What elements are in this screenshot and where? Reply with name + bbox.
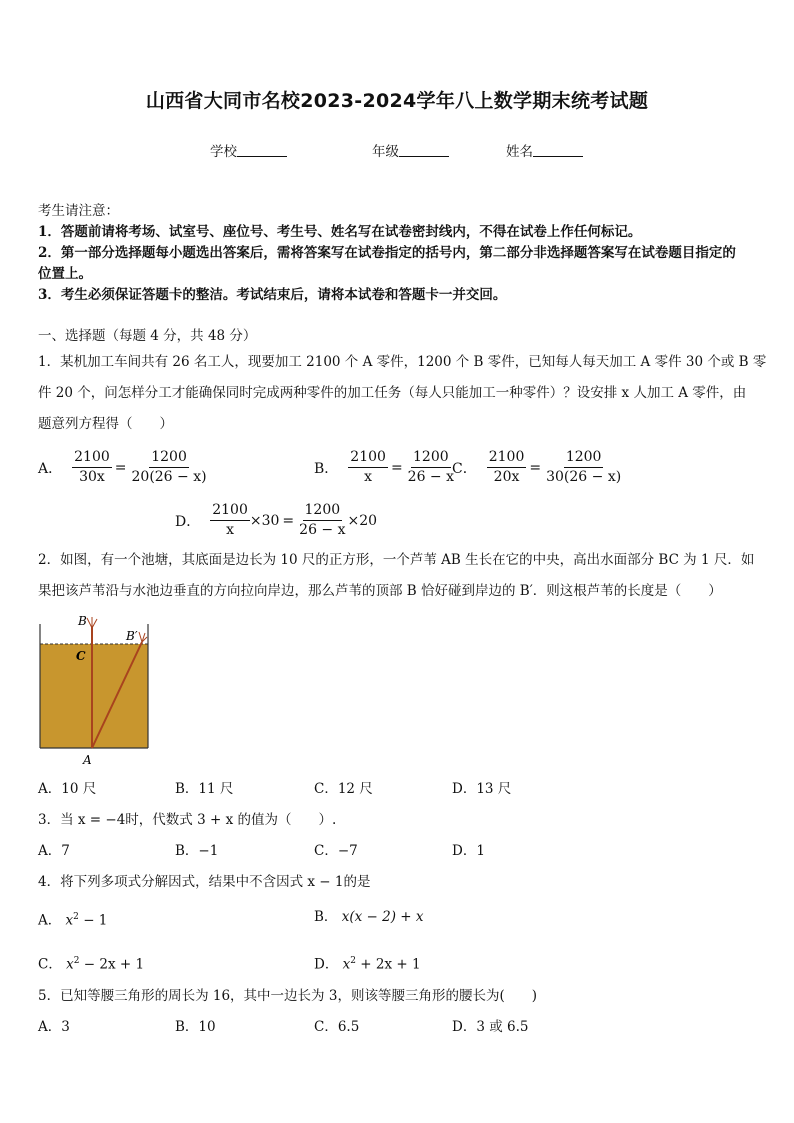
q1-line-3: 题意列方程得（ ） [38,416,173,432]
school-field [210,140,287,160]
q2-line-2: 果把该芦苇沿与水池边垂直的方向拉向岸边，那么芦苇的顶部 B 恰好碰到岸边的 B′．则这根芦苇的长度是（ ） [38,583,722,599]
notice-item-3: 3．考生必须保证答题卡的整洁。考试结束后，请将本试卷和答题卡一并交回。 [38,287,507,303]
label-c: C [76,649,86,663]
notice-item-2-cont: 位置上。 [38,266,92,282]
fraction: $\frac{1200}{20(26 - x)}$ [131,449,207,485]
reed-top-tuft-b-prime [139,632,147,642]
reed-top-tuft-b [87,617,97,628]
q1-option-c: C． $\frac{2100}{20x}$ = $\frac{1200}{30(26 - x)}$ [452,449,622,485]
fraction: $\frac{1200}{26 - x}$ [407,449,455,485]
label-a: A [83,753,92,767]
q4-option-c: C． $x^2 - 2x + 1$ [38,956,145,973]
section-heading: 一、选择题（每题 4 分，共 48 分） [38,328,257,344]
fraction: $\frac{2100}{30x}$ [74,449,110,485]
q4-option-d: D． $x^2 + 2x + 1$ [314,956,421,973]
q2-option-a: A．10 尺 [38,781,97,797]
school-blank [237,143,287,157]
q3-option-c: C．−7 [314,843,358,859]
name-field [506,140,583,160]
fraction: $\frac{2100}{x}$ [350,449,386,485]
q4-option-a: A． $x^2 - 1$ [38,912,108,929]
q5-option-b: B．10 [175,1019,216,1035]
q1-line-1: 1．某机加工车间共有 26 名工人，现要加工 2100 个 A 零件，1200 个 B 零件，已知每人每天加工 A 零件 30 个或 B 零 [38,354,767,370]
name-label: 姓名 [506,144,533,160]
q4-line: 4．将下列多项式分解因式，结果中不含因式 x − 1的是 [38,874,371,890]
q2-line-1: 2．如图，有一个池塘，其底面是边长为 10 尺的正方形，一个芦苇 AB 生长在它的中央，高出水面部分 BC 为 1 尺．如 [38,552,755,568]
fraction: $\frac{2100}{x}$ [212,502,248,538]
exam-title: 山西省大同市名校2023-2024学年八上数学期末统考试题 [145,90,649,112]
q5-option-d: D．3 或 6.5 [452,1019,529,1035]
notice-item-1: 1．答题前请将考场、试室号、座位号、考生号、姓名写在试卷密封线内，不得在试卷上作任何标记。 [38,224,642,240]
label-b: B [78,614,87,628]
q2-option-c: C．12 尺 [314,781,373,797]
grade-field [372,140,449,160]
q5-line: 5．已知等腰三角形的周长为 16，其中一边长为 3，则该等腰三角形的腰长为( ) [38,988,537,1004]
q3-option-d: D．1 [452,843,485,859]
q1-option-a: A． $\frac{2100}{30x}$ = $\frac{1200}{20(26 - x)}$ [38,449,207,485]
pond-water [40,644,148,748]
q1-option-b: B． $\frac{2100}{x}$ = $\frac{1200}{26 - x}$ [314,449,455,485]
fraction: $\frac{1200}{26 - x}$ [299,502,346,538]
q1-line-2: 件 20 个，问怎样分工才能确保同时完成两种零件的加工任务（每人只能加工一种零件）？设安排 x 人加工 A 零件，由 [38,385,747,401]
label-b-prime: B′ [126,629,138,643]
name-blank [533,143,583,157]
notice-heading: 考生请注意： [38,203,119,219]
fraction: $\frac{1200}{30(26 - x)}$ [546,449,622,485]
q2-option-d: D．13 尺 [452,781,512,797]
q2-option-b: B．11 尺 [175,781,234,797]
pond-reed-figure [36,614,156,770]
grade-blank [399,143,449,157]
notice-item-2: 2．第一部分选择题每小题选出答案后，需将答案写在试卷指定的括号内，第二部分非选择题答案写在试卷题目指定的 [38,245,736,261]
q3-option-b: B．−1 [175,843,219,859]
q3-option-a: A．7 [38,843,70,859]
q3-line: 3．当 x = −4时，代数式 3 + x 的值为（ ）. [38,812,337,828]
school-label: 学校 [210,144,237,160]
q5-option-a: A．3 [38,1019,70,1035]
fraction: $\frac{2100}{20x}$ [488,449,525,485]
q1-option-d: D． $\frac{2100}{x}$ ×30 = $\frac{1200}{26 - x}$ ×20 [175,502,378,538]
grade-label: 年级 [372,144,399,160]
q4-option-b: B． x(x − 2) + x [314,909,424,925]
q5-option-c: C．6.5 [314,1019,360,1035]
